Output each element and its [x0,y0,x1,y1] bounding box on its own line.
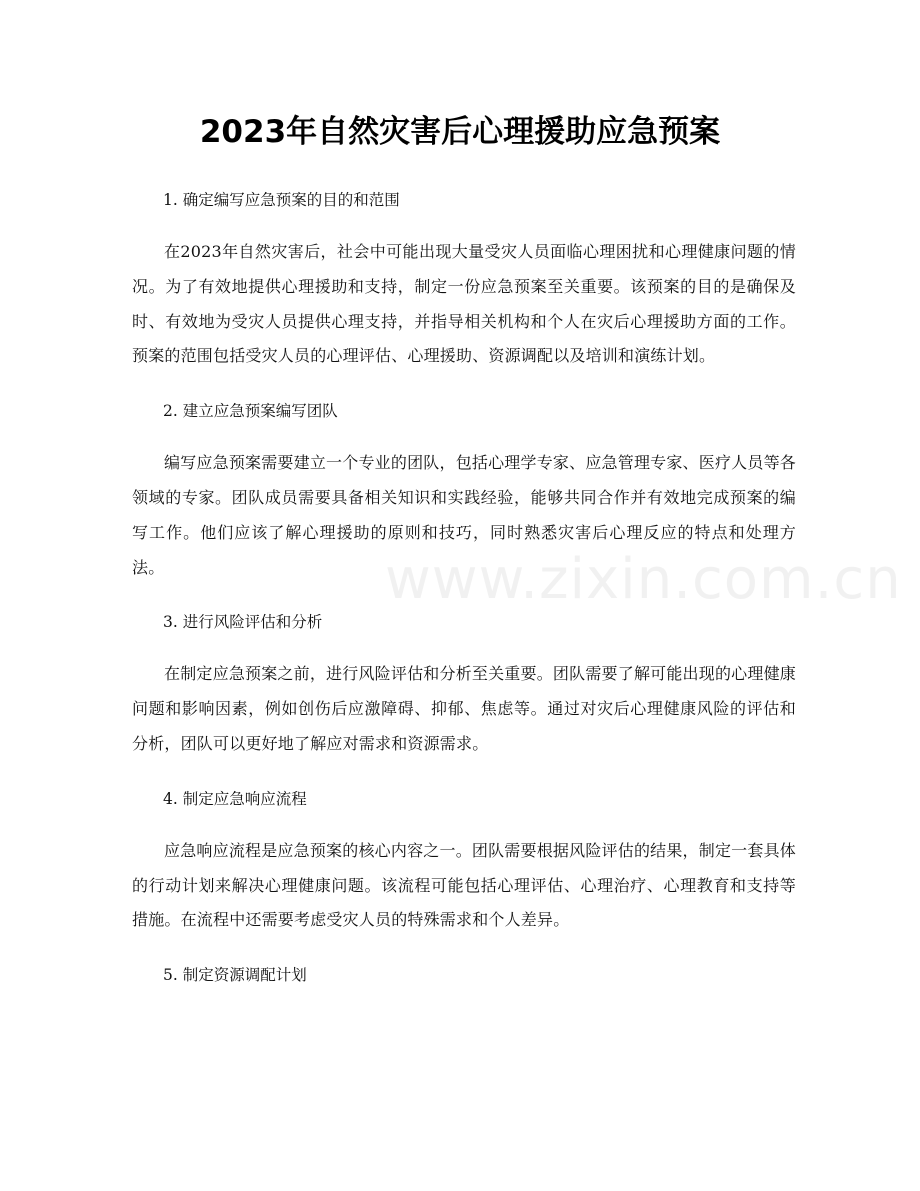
section-heading: 2. 建立应急预案编写团队 [163,402,338,421]
section-4 [132,777,796,938]
section-heading: 4. 制定应急响应流程 [163,789,307,808]
section-5 [132,953,796,997]
section-paragraph: 在制定应急预案之前，进行风险评估和分析至关重要。团队需要了解可能出现的心理健康问题和影响因素，例如创伤后应激障碍、抑郁、焦虑等。通过对灾后心理健康风险的评估和分析，团队可以更好地了解应对需求和资源需求。 [132,664,796,753]
document-body [132,178,902,997]
watermark: www.zixin.com.cn [385,547,902,612]
section-3 [132,600,796,761]
section-paragraph: 应急响应流程是应急预案的核心内容之一。团队需要根据风险评估的结果，制定一套具体的行动计划来解决心理健康问题。该流程可能包括心理评估、心理治疗、心理教育和支持等措施。在流程中还需要考虑受灾人员的特殊需求和个人差异。 [132,840,796,930]
page-title: 2023年自然灾害后心理援助应急预案 [199,114,721,150]
section-paragraph: 在2023年自然灾害后，社会中可能出现大量受灾人员面临心理困扰和心理健康问题的情况。为了有效地提供心理援助和支持，制定一份应急预案至关重要。该预案的目的是确保及时、有效地为受灾人员提供心理支持，并指导相关机构和个人在灾后心理援助方面的工作。预案的范围包括受灾人员的心理评估、心理援助、资源调配以及培训和演练计划。 [132,242,796,366]
section-heading: 3. 进行风险评估和分析 [163,613,323,632]
section-2 [132,389,796,585]
section-1 [132,178,796,374]
section-paragraph: 编写应急预案需要建立一个专业的团队，包括心理学专家、应急管理专家、医疗人员等各领域的专家。团队成员需要具备相关知识和实践经验，能够共同合作并有效地完成预案的编写工作。他们应该了解心理援助的原则和技巧，同时熟悉灾害后心理反应的特点和处理方法。 [132,453,796,577]
section-heading: 1. 确定编写应急预案的目的和范围 [163,191,400,209]
section-heading: 5. 制定资源调配计划 [163,966,307,985]
